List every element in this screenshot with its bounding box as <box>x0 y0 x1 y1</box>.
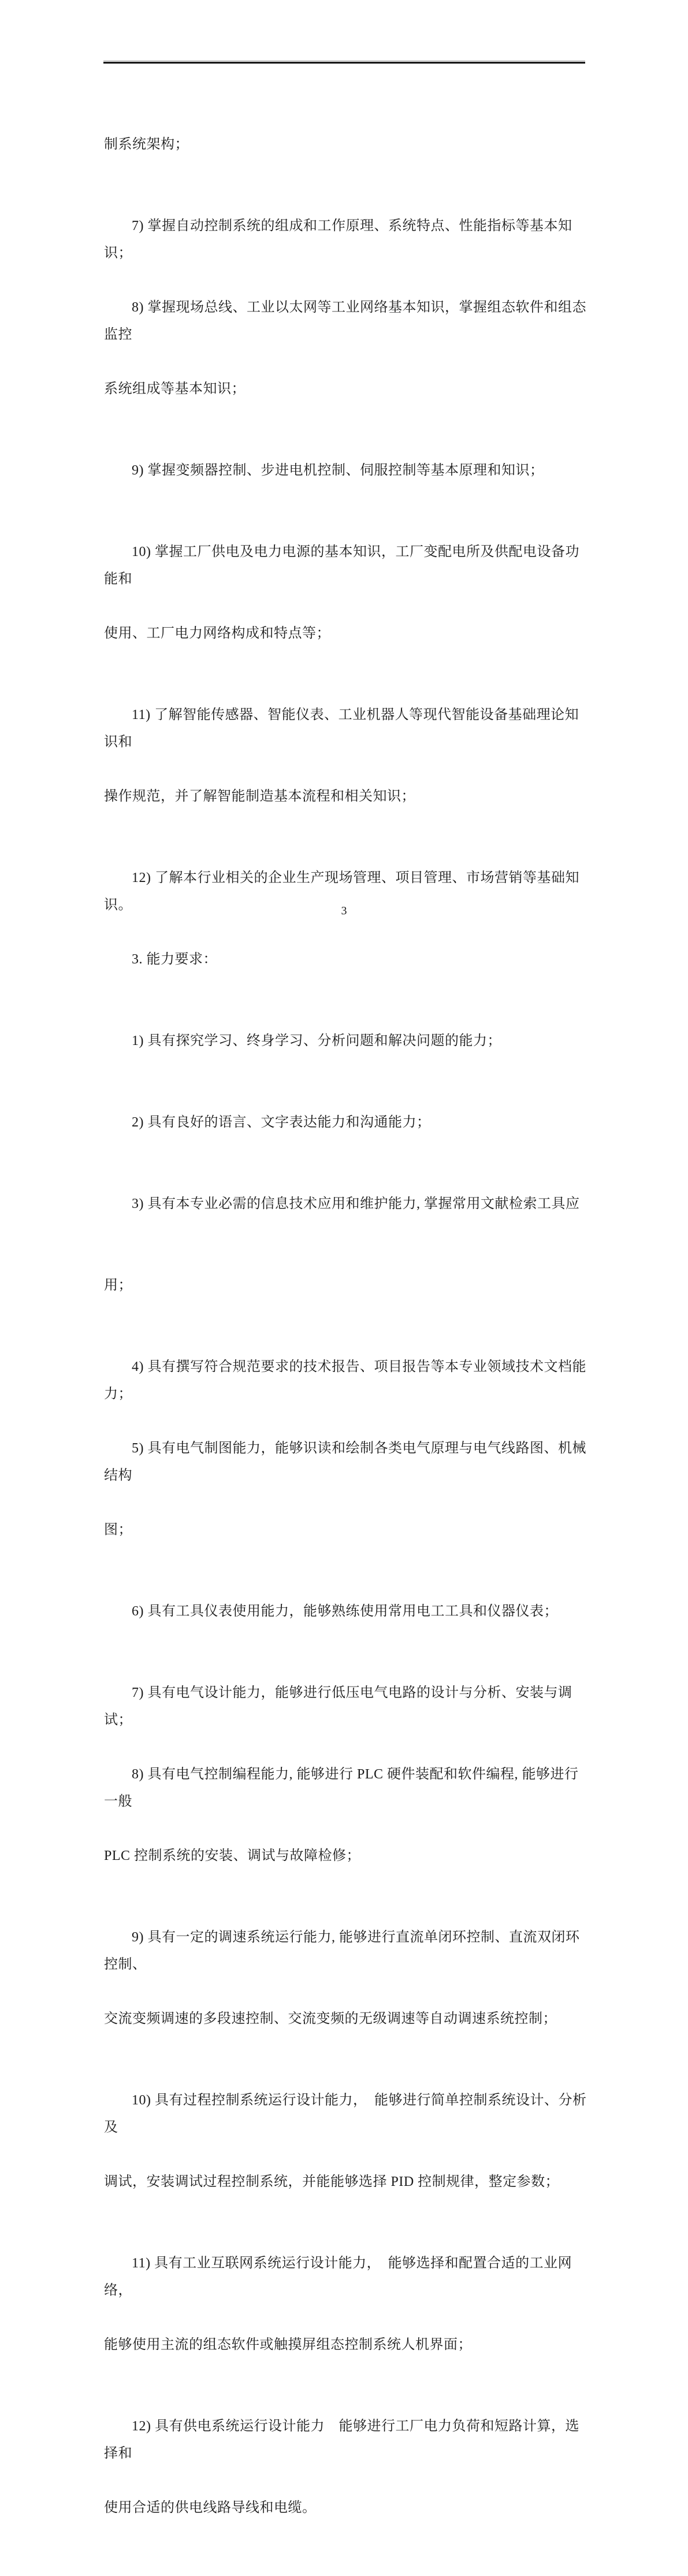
page-number: 3 <box>341 905 347 917</box>
text-line: 8) 具有电气控制编程能力, 能够进行 PLC 硬件装配和软件编程, 能够进行一般 <box>104 1767 579 1809</box>
text-line: 能够使用主流的组态软件或触摸屏组态控制系统人机界面； <box>104 2337 472 2352</box>
text-line: 7) 具有电气设计能力，能够进行低压电气电路的设计与分析、安装与调试； <box>104 1685 572 1728</box>
text-line: 制系统架构； <box>104 137 189 152</box>
text-line: 12) 了解本行业相关的企业生产现场管理、项目管理、市场营销等基础知识。 <box>104 870 579 913</box>
text-line: 交流变频调速的多段速控制、交流变频的无级调速等自动调速系统控制； <box>104 2011 557 2026</box>
text-line: 11) 了解智能传感器、智能仪表、工业机器人等现代智能设备基础理论知识和 <box>104 707 579 750</box>
text-line: 8) 掌握现场总线、工业以太网等工业网络基本知识，掌握组态软件和组态监控 <box>104 300 586 342</box>
text-line: 9) 具有一定的调速系统运行能力, 能够进行直流单闭环控制、直流双闭环控制、 <box>104 1930 580 1972</box>
document-body <box>104 77 589 2576</box>
text-line: 1) 具有探究学习、终身学习、分析问题和解决问题的能力； <box>132 1033 501 1048</box>
text-line: 操作规范，并了解智能制造基本流程和相关知识； <box>104 789 415 804</box>
text-line: 11) 具有工业互联网系统运行设计能力， 能够选择和配置合适的工业网络， <box>104 2256 572 2298</box>
text-line: 图； <box>104 1522 132 1537</box>
text-line: 6) 具有工具仪表使用能力，能够熟练使用常用电工工具和仪器仪表； <box>132 1604 558 1619</box>
text-line: 使用、工厂电力网络构成和特点等； <box>104 626 330 641</box>
text-line: 10) 掌握工厂供电及电力电源的基本知识，工厂变配电所及供配电设备功能和 <box>104 544 579 587</box>
text-line: 使用合适的供电线路导线和电缆。 <box>104 2500 317 2515</box>
text-line: 3) 具有本专业必需的信息技术应用和维护能力, 掌握常用文献检索工具应 <box>132 1196 580 1211</box>
text-line: 12) 具有供电系统运行设计能力 能够进行工厂电力负荷和短路计算，选择和 <box>104 2419 579 2461</box>
text-line: 3. 能力要求： <box>132 952 217 967</box>
text-line: 5) 具有电气制图能力，能够识读和绘制各类电气原理与电气线路图、机械结构 <box>104 1441 586 1483</box>
text-line: 10) 具有过程控制系统运行设计能力， 能够进行简单控制系统设计、分析及 <box>104 2093 587 2135</box>
text-line: 9) 掌握变频器控制、步进电机控制、伺服控制等基本原理和知识； <box>132 463 544 478</box>
text-line: PLC 控制系统的安装、调试与故障检修； <box>104 1848 361 1863</box>
text-line: 7) 掌握自动控制系统的组成和工作原理、系统特点、性能指标等基本知识； <box>104 218 572 261</box>
header-border-rule <box>103 61 585 64</box>
text-line: 用； <box>104 1278 132 1293</box>
text-line: 4) 具有撰写符合规范要求的技术报告、项目报告等本专业领域技术文档能力； <box>104 1359 586 1402</box>
text-line: 系统组成等基本知识； <box>104 381 246 396</box>
text-line: 2) 具有良好的语言、文字表达能力和沟通能力； <box>132 1115 431 1130</box>
text-line: 调试，安装调试过程控制系统，并能能够选择 PID 控制规律，整定参数； <box>104 2174 560 2189</box>
